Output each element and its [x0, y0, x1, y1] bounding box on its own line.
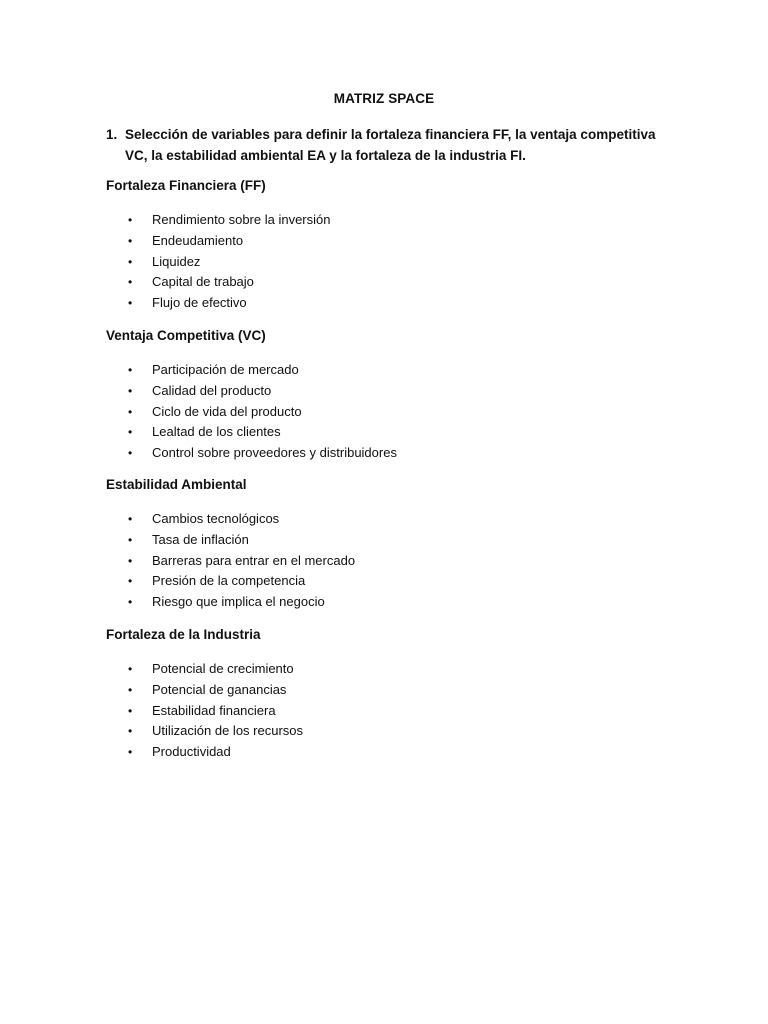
list-item-text: Potencial de crecimiento [152, 661, 294, 676]
bullet-icon: • [128, 233, 133, 248]
bullet-icon: • [128, 296, 133, 311]
list-item [106, 252, 666, 273]
list-item-text: Tasa de inflación [152, 531, 249, 547]
bullet-icon: • [128, 446, 133, 461]
step-text: Selección de variables para definir la fortaleza financiera FF, la ventaja competitiva VC, la estabilidad ambiental EA y la fortaleza de la industria FI. [125, 127, 656, 163]
bullet-icon: • [128, 682, 133, 697]
list-item-text: Productividad [152, 744, 231, 760]
bullet-icon: • [128, 213, 133, 227]
numbered-step [106, 124, 666, 166]
step-number: 1. [106, 127, 118, 142]
section-fortaleza-financiera [106, 176, 666, 314]
bullet-list [106, 210, 666, 314]
list-item [106, 402, 666, 423]
list-item [106, 551, 666, 572]
list-item-text: Lealtad de los clientes [152, 424, 281, 440]
list-item [106, 381, 666, 402]
section-estabilidad-ambiental [106, 475, 666, 613]
list-item [106, 701, 666, 722]
list-item [106, 721, 666, 742]
bullet-icon: • [128, 275, 133, 290]
section-heading: Ventaja Competitiva (VC) [106, 328, 266, 343]
bullet-icon: • [128, 574, 133, 589]
bullet-icon: • [128, 512, 133, 526]
list-item-text: Cambios tecnológicos [152, 511, 280, 526]
list-item-text: Liquidez [152, 253, 201, 269]
list-item-text: Utilización de los recursos [152, 723, 304, 739]
list-item [106, 293, 666, 314]
list-item-text: Participación de mercado [152, 362, 299, 377]
bullet-icon: • [128, 553, 133, 568]
list-item-text: Presión de la competencia [152, 573, 306, 589]
bullet-icon: • [128, 745, 133, 760]
bullet-list [106, 659, 666, 763]
list-item-text: Ciclo de vida del producto [152, 403, 302, 419]
list-item [106, 530, 666, 551]
list-item [106, 592, 666, 613]
list-item-text: Flujo de efectivo [152, 295, 247, 311]
list-item-text: Estabilidad financiera [152, 702, 276, 718]
bullet-icon: • [128, 724, 133, 739]
list-item-text: Barreras para entrar en el mercado [152, 552, 356, 568]
list-item-text: Endeudamiento [152, 232, 244, 248]
section-heading: Estabilidad Ambiental [106, 477, 247, 492]
list-item [106, 360, 666, 381]
bullet-icon: • [128, 703, 133, 718]
list-item-text: Calidad del producto [152, 382, 272, 398]
list-item [106, 272, 666, 293]
bullet-list [106, 509, 666, 613]
bullet-icon: • [128, 404, 133, 419]
bullet-list [106, 360, 666, 464]
list-item-text: Riesgo que implica el negocio [152, 594, 325, 610]
list-item-text: Rendimiento sobre la inversión [152, 212, 331, 227]
list-item-text: Capital de trabajo [152, 274, 254, 290]
list-item-text: Control sobre proveedores y distribuidores [152, 445, 397, 461]
list-item [106, 680, 666, 701]
bullet-icon: • [128, 595, 133, 610]
list-item [106, 210, 666, 231]
page-title: MATRIZ SPACE [333, 91, 435, 106]
bullet-icon: • [128, 254, 133, 269]
list-item [106, 659, 666, 680]
list-item [106, 422, 666, 443]
list-item [106, 509, 666, 530]
section-heading: Fortaleza de la Industria [106, 627, 261, 642]
list-item [106, 742, 666, 763]
list-item-text: Potencial de ganancias [152, 681, 287, 697]
bullet-icon: • [128, 363, 133, 377]
bullet-icon: • [128, 532, 133, 547]
bullet-icon: • [128, 662, 133, 676]
bullet-icon: • [128, 383, 133, 398]
list-item [106, 231, 666, 252]
section-ventaja-competitiva [106, 326, 666, 464]
bullet-icon: • [128, 425, 133, 440]
list-item [106, 571, 666, 592]
section-fortaleza-industria [106, 625, 666, 763]
list-item [106, 443, 666, 464]
section-heading: Fortaleza Financiera (FF) [106, 178, 266, 193]
